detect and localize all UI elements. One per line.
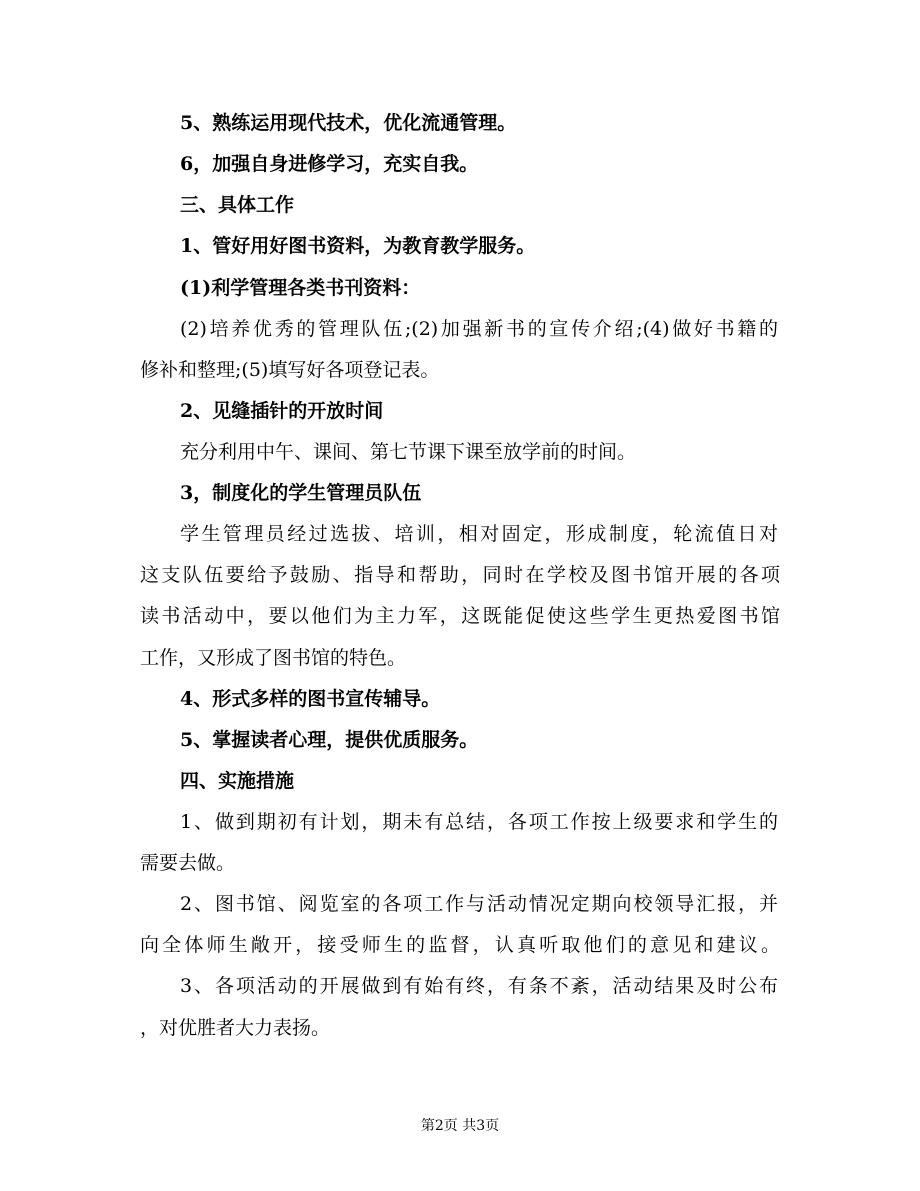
paragraph-line: 向全体师生敞开，接受师生的监督，认真听取他们的意见和建议。 <box>140 934 780 956</box>
paragraph-line: ，对优胜者大力表扬。 <box>140 1017 331 1039</box>
paragraph-line: (2)培养优秀的管理队伍;(2)加强新书的宣传介绍;(4)做好书籍的 <box>180 318 778 340</box>
subsection-heading-5: 5、掌握读者心理，提供优质服务。 <box>180 729 479 751</box>
paragraph-line: 工作，又形成了图书馆的特色。 <box>140 647 407 669</box>
paragraph-line: 读书活动中，要以他们为主力军，这既能促使这些学生更热爱图书馆 <box>140 605 780 627</box>
paragraph-line: 需要去做。 <box>140 852 236 874</box>
paragraph-line: 这支队伍要给予鼓励、指导和帮助，同时在学校及图书馆开展的各项 <box>140 564 780 586</box>
section-heading-4: 四、实施措施 <box>180 770 295 792</box>
paragraph-line: 充分利用中午、课间、第七节课下课至放学前的时间。 <box>180 441 637 463</box>
paragraph-line: 3、各项活动的开展做到有始有终，有条不紊，活动结果及时公布 <box>180 975 778 997</box>
item-6-text: 6，加强自身进修学习，充实自我。 <box>180 153 479 175</box>
item-5-text: 5、熟练运用现代技术，优化流通管理。 <box>180 112 517 134</box>
page-number-footer: 第2页 共3页 <box>420 1118 500 1134</box>
paragraph-line: 2、图书馆、阅览室的各项工作与活动情况定期向校领导汇报，并 <box>180 893 778 915</box>
subsection-heading-3: 3，制度化的学生管理员队伍 <box>180 482 422 504</box>
paragraph-line: 修补和整理;(5)填写好各项登记表。 <box>140 359 440 381</box>
subsection-heading-2: 2、见缝插针的开放时间 <box>180 400 384 422</box>
paragraph-line: 1、做到期初有计划，期未有总结，各项工作按上级要求和学生的 <box>180 811 778 833</box>
paragraph-line: 学生管理员经过选拔、培训，相对固定，形成制度，轮流值日对 <box>180 523 778 545</box>
subsection-heading-1: 1、管好用好图书资料，为教育教学服务。 <box>180 235 536 257</box>
section-heading-3: 三、具体工作 <box>180 194 295 216</box>
subitem-1-text: (1)利学管理各类书刊资料： <box>180 277 421 299</box>
subsection-heading-4: 4、形式多样的图书宣传辅导。 <box>180 688 441 710</box>
